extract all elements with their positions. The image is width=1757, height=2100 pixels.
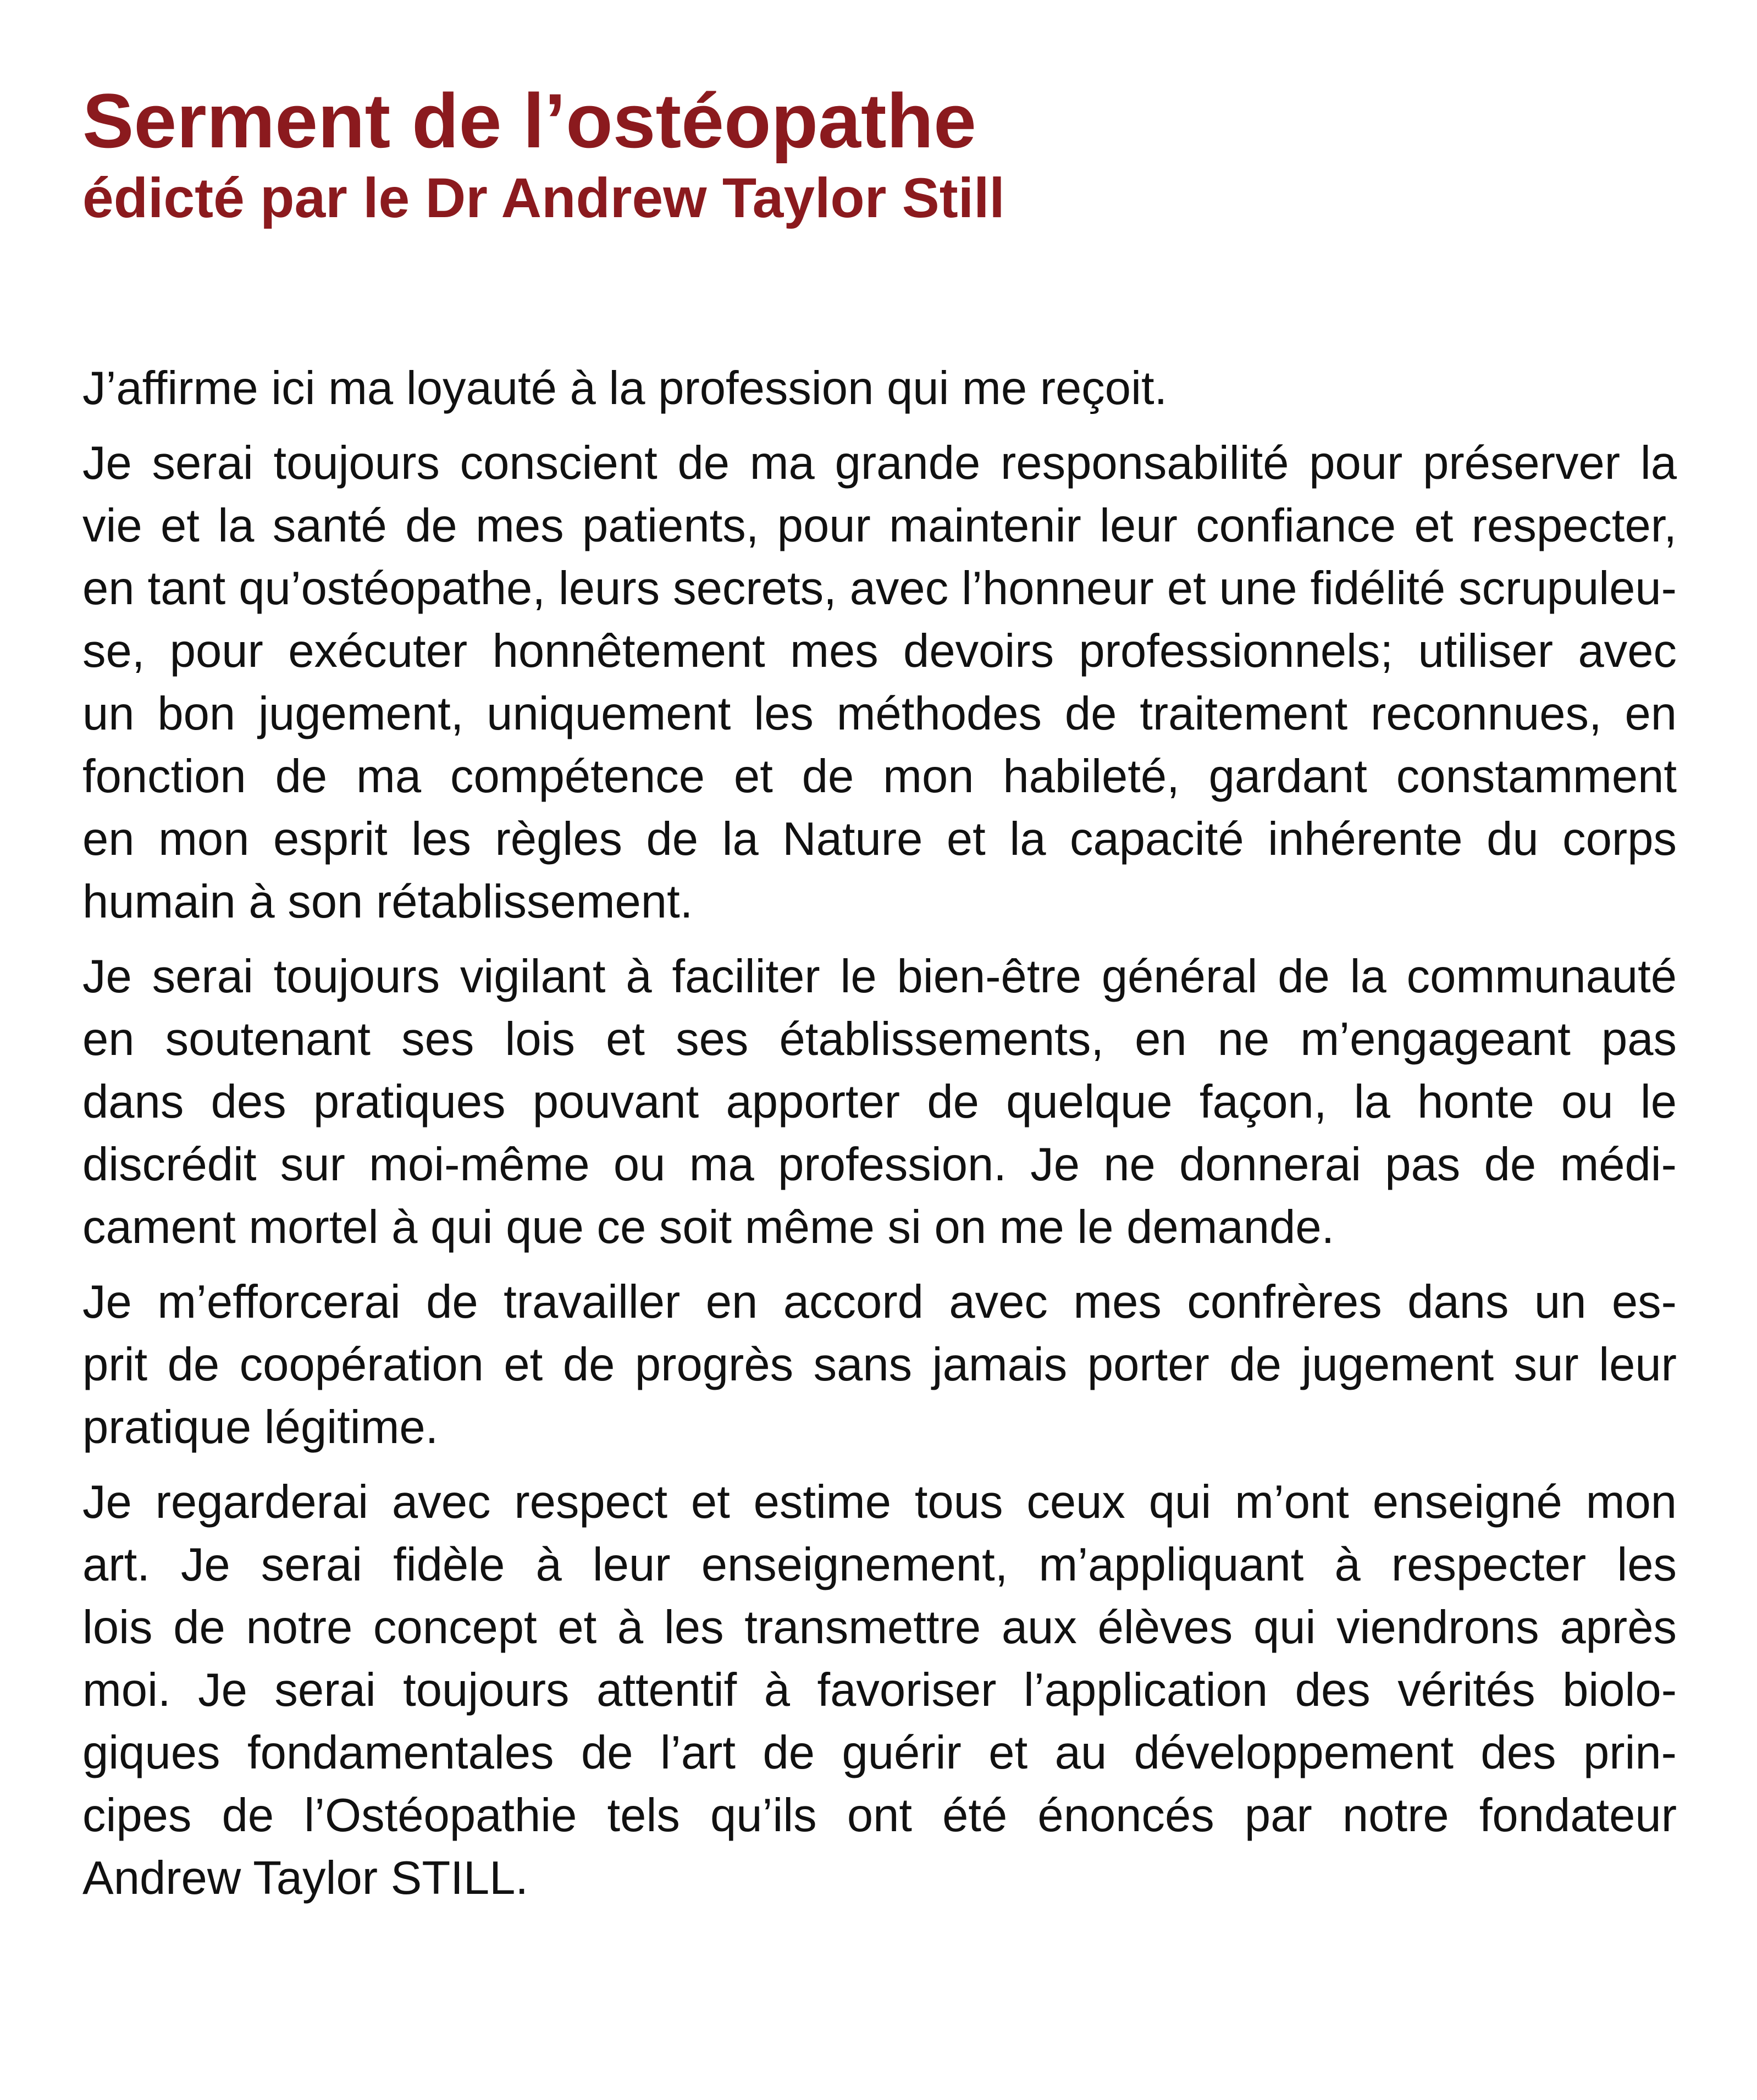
text-line: en tant qu’ostéopathe, leurs secrets, avec l’honneur et une fidélité scrupuleu- [82, 562, 1677, 615]
text-line: Andrew Taylor STILL. [82, 1852, 529, 1904]
text-line: art. Je serai fidèle à leur enseignement, m’appliquant à respecter les [82, 1539, 1677, 1591]
text-line: cipes de l’Ostéopathie tels qu’ils ont été énoncés par notre fondateur [82, 1789, 1677, 1842]
text-line: humain à son rétablissement. [82, 876, 693, 928]
text-line: moi. Je serai toujours attentif à favoriser l’application des vérités biolo- [82, 1664, 1677, 1716]
page-subtitle: édicté par le Dr Andrew Taylor Still [82, 167, 1005, 229]
paragraph-colleagues [82, 1271, 1677, 1459]
text-line: Je serai toujours vigilant à faciliter le bien-être général de la communauté [82, 950, 1677, 1003]
text-line: prit de coopération et de progrès sans jamais porter de jugement sur leur [82, 1339, 1677, 1391]
text-line: discrédit sur moi-même ou ma profession. Je ne donnerai pas de médi- [82, 1139, 1677, 1191]
text-line: J’affirme ici ma loyauté à la profession qui me reçoit. [82, 362, 1168, 415]
text-line: Je serai toujours conscient de ma grande responsabilité pour préserver la [82, 437, 1677, 489]
text-line: en mon esprit les règles de la Nature et la capacité inhérente du corps [82, 813, 1677, 865]
text-line: Je regarderai avec respect et estime tous ceux qui m’ont enseigné mon [82, 1476, 1677, 1528]
paragraph-teachers [82, 1471, 1677, 1910]
text-line: un bon jugement, uniquement les méthodes de traitement reconnues, en [82, 688, 1677, 740]
paragraph-responsibility [82, 432, 1677, 933]
paragraph-loyalty [82, 357, 1677, 420]
page-title: Serment de l’ostéopathe [82, 78, 976, 164]
text-line: dans des pratiques pouvant apporter de quelque façon, la honte ou le [82, 1076, 1677, 1128]
text-line: en soutenant ses lois et ses établissements, en ne m’engageant pas [82, 1013, 1677, 1065]
text-line: vie et la santé de mes patients, pour maintenir leur confiance et respecter, [82, 500, 1677, 552]
text-line: cament mortel à qui que ce soit même si on me le demande. [82, 1201, 1335, 1253]
text-line: se, pour exécuter honnêtement mes devoirs professionnels; utiliser avec [82, 625, 1677, 677]
text-line: lois de notre concept et à les transmettre aux élèves qui viendrons après [82, 1601, 1677, 1654]
paragraph-community [82, 946, 1677, 1259]
text-line: giques fondamentales de l’art de guérir et au développement des prin- [82, 1727, 1677, 1779]
text-line: pratique légitime. [82, 1401, 439, 1454]
document-page [82, 77, 1677, 1904]
text-line: fonction de ma compétence et de mon habileté, gardant constamment [82, 750, 1677, 803]
text-line: Je m’efforcerai de travailler en accord avec mes confrères dans un es- [82, 1276, 1677, 1328]
oath-body [82, 357, 1677, 1922]
